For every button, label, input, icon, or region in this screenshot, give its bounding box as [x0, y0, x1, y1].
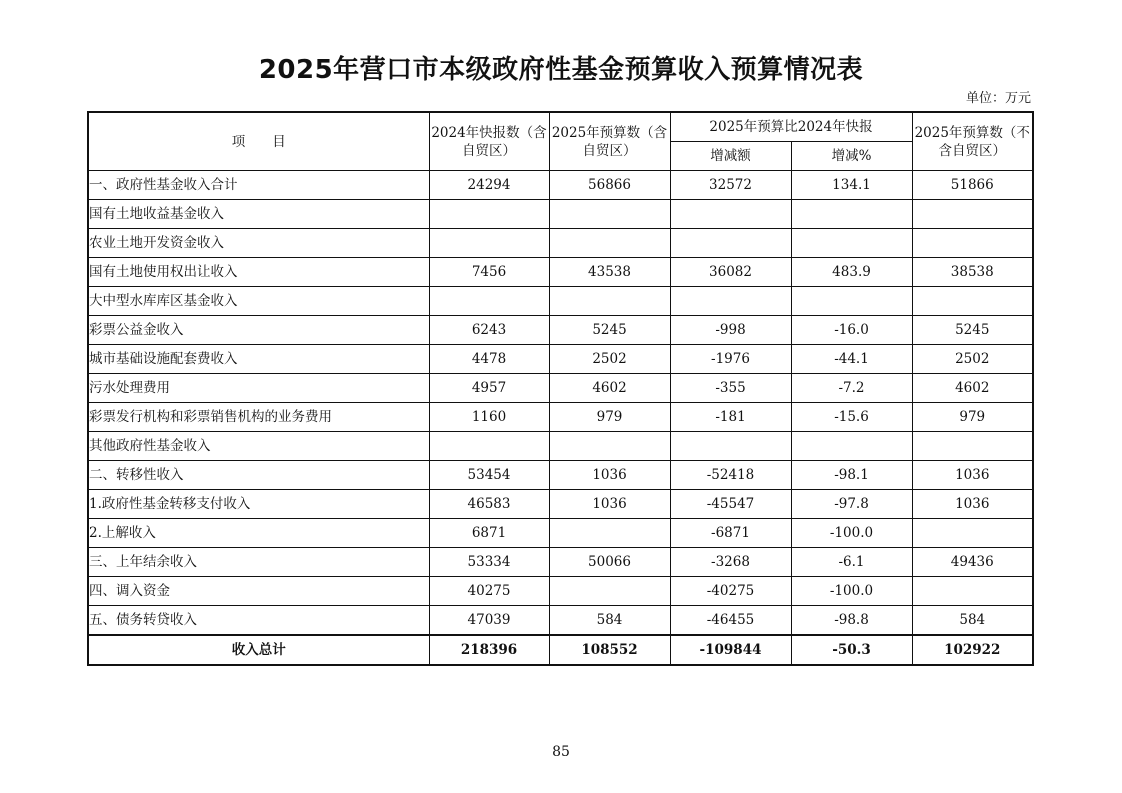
cell-2025-ys-excl: 38538 [912, 258, 1033, 287]
cell-2025-ys [549, 432, 670, 461]
cell-2025-ys: 1036 [549, 461, 670, 490]
header-2025-ys: 2025年预算数（含自贸区） [549, 112, 670, 171]
row-label: 污水处理费用 [88, 374, 429, 403]
cell-2024-kb [429, 229, 549, 258]
cell-2024-kb: 47039 [429, 606, 549, 636]
cell-2025-ys-excl [912, 577, 1033, 606]
cell-change-amount: -181 [670, 403, 791, 432]
cell-change-amount: 36082 [670, 258, 791, 287]
cell-2025-ys: 50066 [549, 548, 670, 577]
table-row [88, 577, 1033, 606]
table-body [88, 171, 1033, 666]
cell-change-pct: -98.1 [791, 461, 912, 490]
cell-2025-ys-excl: 1036 [912, 490, 1033, 519]
row-label: 彩票公益金收入 [88, 316, 429, 345]
unit-label: 单位：万元 [965, 91, 1031, 106]
cell-change-pct: -50.3 [791, 635, 912, 665]
table-row [88, 490, 1033, 519]
cell-2024-kb: 6871 [429, 519, 549, 548]
header-item: 项 目 [88, 112, 429, 171]
row-label: 大中型水库库区基金收入 [88, 287, 429, 316]
row-label: 城市基础设施配套费收入 [88, 345, 429, 374]
cell-2025-ys: 43538 [549, 258, 670, 287]
row-label: 三、上年结余收入 [88, 548, 429, 577]
cell-change-pct [791, 200, 912, 229]
cell-2025-ys-excl [912, 229, 1033, 258]
cell-change-amount [670, 229, 791, 258]
cell-2024-kb: 4478 [429, 345, 549, 374]
cell-2025-ys-excl [912, 200, 1033, 229]
table-row [88, 548, 1033, 577]
cell-2025-ys: 584 [549, 606, 670, 636]
table-row [88, 171, 1033, 200]
cell-2025-ys-excl: 51866 [912, 171, 1033, 200]
table-row [88, 258, 1033, 287]
cell-2025-ys [549, 229, 670, 258]
header-change-pct: 增减% [791, 142, 912, 171]
cell-change-amount [670, 287, 791, 316]
header-2024-kb: 2024年快报数（含自贸区） [429, 112, 549, 171]
row-label: 其他政府性基金收入 [88, 432, 429, 461]
cell-2024-kb [429, 432, 549, 461]
cell-2024-kb: 53454 [429, 461, 549, 490]
cell-2025-ys [549, 519, 670, 548]
row-label: 五、债务转贷收入 [88, 606, 429, 636]
budget-table [87, 111, 1034, 666]
cell-change-amount [670, 432, 791, 461]
cell-2024-kb [429, 287, 549, 316]
row-label: 四、调入资金 [88, 577, 429, 606]
cell-2025-ys: 4602 [549, 374, 670, 403]
cell-2025-ys-excl: 2502 [912, 345, 1033, 374]
cell-change-amount: -3268 [670, 548, 791, 577]
cell-2025-ys-excl: 5245 [912, 316, 1033, 345]
cell-2024-kb: 46583 [429, 490, 549, 519]
cell-2025-ys: 56866 [549, 171, 670, 200]
table-row [88, 345, 1033, 374]
cell-change-amount: -998 [670, 316, 791, 345]
cell-change-pct: 134.1 [791, 171, 912, 200]
cell-change-amount: 32572 [670, 171, 791, 200]
table-row [88, 606, 1033, 636]
cell-change-amount: -40275 [670, 577, 791, 606]
cell-2024-kb: 1160 [429, 403, 549, 432]
cell-change-pct: -44.1 [791, 345, 912, 374]
cell-2025-ys [549, 577, 670, 606]
cell-2025-ys: 5245 [549, 316, 670, 345]
row-label: 收入总计 [88, 635, 429, 665]
cell-change-pct: -7.2 [791, 374, 912, 403]
cell-2025-ys: 108552 [549, 635, 670, 665]
page-number: 85 [552, 744, 570, 760]
table-row [88, 374, 1033, 403]
cell-change-pct: -98.8 [791, 606, 912, 636]
cell-change-pct: -15.6 [791, 403, 912, 432]
cell-change-pct: -100.0 [791, 577, 912, 606]
cell-change-pct [791, 287, 912, 316]
cell-2025-ys-excl [912, 432, 1033, 461]
cell-2025-ys [549, 287, 670, 316]
cell-2025-ys: 1036 [549, 490, 670, 519]
page-title: 2025年营口市本级政府性基金预算收入预算情况表 [258, 55, 864, 85]
cell-2024-kb: 218396 [429, 635, 549, 665]
cell-change-pct: -100.0 [791, 519, 912, 548]
cell-2024-kb: 53334 [429, 548, 549, 577]
table-row [88, 229, 1033, 258]
cell-2025-ys-excl [912, 287, 1033, 316]
row-label: 彩票发行机构和彩票销售机构的业务费用 [88, 403, 429, 432]
cell-2025-ys-excl: 584 [912, 606, 1033, 636]
row-label: 国有土地使用权出让收入 [88, 258, 429, 287]
cell-change-amount: -46455 [670, 606, 791, 636]
cell-2025-ys-excl [912, 519, 1033, 548]
cell-2025-ys-excl: 102922 [912, 635, 1033, 665]
cell-2024-kb: 24294 [429, 171, 549, 200]
cell-change-amount: -355 [670, 374, 791, 403]
table-row [88, 432, 1033, 461]
table-row [88, 519, 1033, 548]
table-row [88, 200, 1033, 229]
row-label: 2.上解收入 [88, 519, 429, 548]
cell-2025-ys-excl: 979 [912, 403, 1033, 432]
cell-2025-ys: 979 [549, 403, 670, 432]
row-label: 二、转移性收入 [88, 461, 429, 490]
row-label: 一、政府性基金收入合计 [88, 171, 429, 200]
cell-2024-kb: 7456 [429, 258, 549, 287]
row-label: 国有土地收益基金收入 [88, 200, 429, 229]
cell-change-pct: -97.8 [791, 490, 912, 519]
cell-2024-kb [429, 200, 549, 229]
cell-2025-ys-excl: 49436 [912, 548, 1033, 577]
header-2025-ys-excl: 2025年预算数（不含自贸区） [912, 112, 1033, 171]
cell-change-pct: -16.0 [791, 316, 912, 345]
cell-2024-kb: 4957 [429, 374, 549, 403]
cell-change-pct [791, 432, 912, 461]
cell-change-amount: -109844 [670, 635, 791, 665]
row-label: 1.政府性基金转移支付收入 [88, 490, 429, 519]
cell-change-pct: 483.9 [791, 258, 912, 287]
cell-change-amount [670, 200, 791, 229]
cell-change-amount: -52418 [670, 461, 791, 490]
table-row [88, 403, 1033, 432]
cell-change-amount: -45547 [670, 490, 791, 519]
table-row [88, 287, 1033, 316]
header-row [88, 112, 1033, 142]
header-change-amount: 增减额 [670, 142, 791, 171]
header-compare-group: 2025年预算比2024年快报 [670, 112, 912, 142]
table-row [88, 316, 1033, 345]
cell-change-pct: -6.1 [791, 548, 912, 577]
cell-2025-ys-excl: 1036 [912, 461, 1033, 490]
cell-2025-ys: 2502 [549, 345, 670, 374]
table-row [88, 461, 1033, 490]
row-label: 农业土地开发资金收入 [88, 229, 429, 258]
cell-change-pct [791, 229, 912, 258]
cell-2025-ys [549, 200, 670, 229]
cell-change-amount: -6871 [670, 519, 791, 548]
cell-2024-kb: 6243 [429, 316, 549, 345]
cell-change-amount: -1976 [670, 345, 791, 374]
cell-2024-kb: 40275 [429, 577, 549, 606]
total-row [88, 635, 1033, 665]
cell-2025-ys-excl: 4602 [912, 374, 1033, 403]
